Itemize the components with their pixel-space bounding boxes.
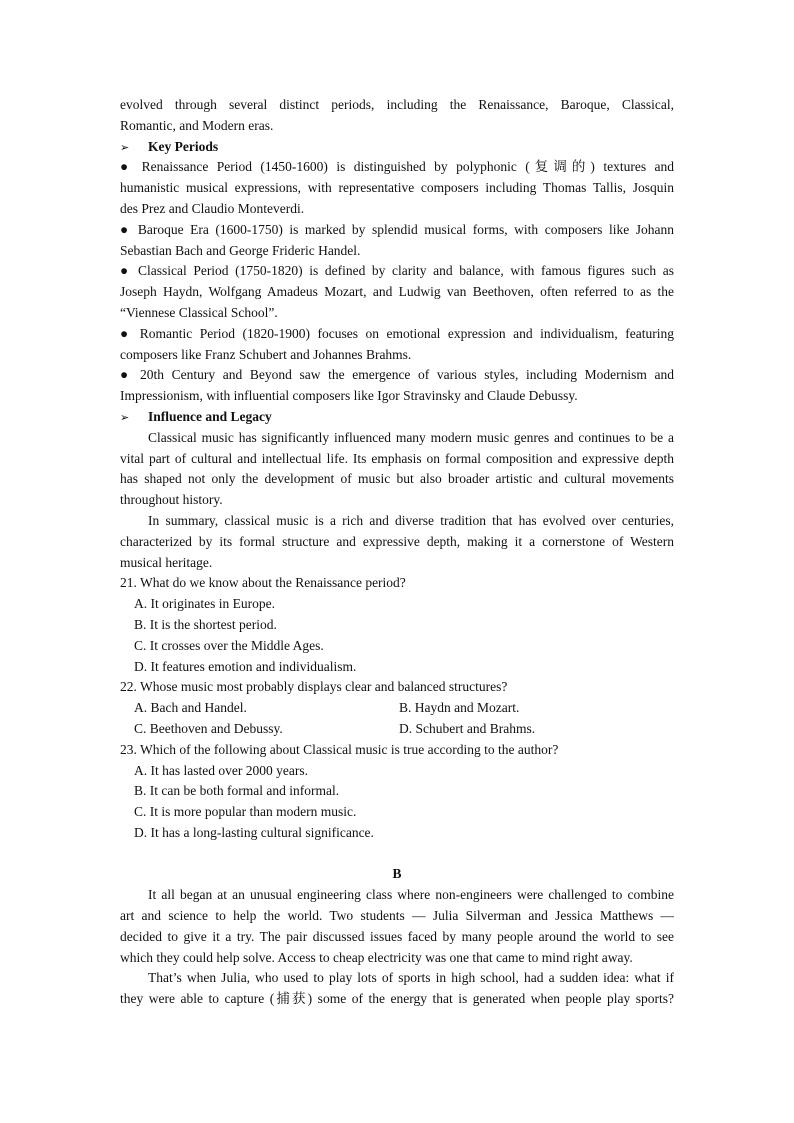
period-baroque-line: ● Baroque Era (1600-1750) is marked by splendid musical forms, with composers like Johann [120,221,674,237]
summary-paragraph-line: characterized by its formal structure and expressive depth, making it a cornerstone of Western [120,533,674,549]
period-baroque-line: Sebastian Bach and George Frideric Handel. [120,242,361,258]
period-classical-line: “Viennese Classical School”. [120,304,278,320]
arrow-marker-icon: ➢ [120,140,130,154]
period-20th-century-line: Impressionism, with influential composers like Igor Stravinsky and Claude Debussy. [120,388,578,404]
influence-paragraph-line: throughout history. [120,492,223,508]
period-romantic-line: composers like Franz Schubert and Johannes Brahms. [120,346,412,362]
question-21-option-b: B. It is the shortest period. [134,616,277,632]
question-23-option-d: D. It has a long-lasting cultural significance. [134,824,374,840]
period-renaissance-line: humanistic musical expressions, with representative composers including Thomas Tallis, Josquin [120,180,674,196]
influence-paragraph-line: has shaped not only the development of music but also broader artistic and cultural movements [120,471,674,487]
summary-paragraph-line: musical heritage. [120,554,213,570]
question-23-option-a: A. It has lasted over 2000 years. [134,762,308,778]
period-classical-line: Joseph Haydn, Wolfgang Amadeus Mozart, and Ludwig van Beethoven, often referred to as the [120,284,674,300]
influence-paragraph-line: Classical music has significantly influenced many modern music genres and continues to be a [148,429,674,445]
key-periods-heading-text: Key Periods [148,138,219,154]
passage-b-paragraph-line: which they could help solve. Access to cheap electricity was one that came to mind right away. [120,949,633,965]
arrow-marker-icon: ➢ [120,410,130,424]
passage-a-intro-line: evolved through several distinct periods, including the Renaissance, Baroque, Classical, [120,97,674,112]
question-22-option-a: A. Bach and Handel. [134,700,247,716]
spacer [120,844,674,865]
passage-a-intro-line: Romantic, and Modern eras. [120,117,274,133]
key-periods-heading [120,137,674,158]
question-21-stem: 21. What do we know about the Renaissance period? [120,575,406,591]
question-22-stem: 22. Whose music most probably displays clear and balanced structures? [120,679,508,695]
influence-paragraph-line: vital part of cultural and intellectual life. Its emphasis on formal composition and expressive depth [120,450,674,466]
question-21-option-a: A. It originates in Europe. [134,596,275,612]
period-renaissance-line: ● Renaissance Period (1450-1600) is distinguished by polyphonic (复调的) textures and [120,159,674,175]
question-23-option-c: C. It is more popular than modern music. [134,804,357,820]
influence-heading [120,407,674,428]
question-22-option-c: C. Beethoven and Debussy. [134,720,283,736]
passage-b-label: B [392,866,402,882]
period-romantic-line: ● Romantic Period (1820-1900) focuses on emotional expression and individualism, featuring [120,325,674,341]
passage-b-paragraph-line: That’s when Julia, who used to play lots of sports in high school, had a sudden idea: what if [148,970,674,986]
question-22-option-b: B. Haydn and Mozart. [399,700,520,716]
period-renaissance-line: des Prez and Claudio Monteverdi. [120,200,305,216]
question-22-option-d: D. Schubert and Brahms. [399,720,536,736]
document-page [120,95,674,1010]
passage-b-paragraph-line: decided to give it a try. The pair discussed issues faced by many people around the world to see [120,928,674,944]
period-20th-century-line: ● 20th Century and Beyond saw the emergence of various styles, including Modernism and [120,367,674,383]
passage-b-paragraph-line: they were able to capture (捕获) some of the energy that is generated when people play sports? [120,991,674,1007]
question-22-options-row [120,698,674,719]
influence-heading-text: Influence and Legacy [148,408,272,424]
summary-paragraph-line: In summary, classical music is a rich and diverse tradition that has evolved over centuries, [148,512,674,528]
question-21-option-c: C. It crosses over the Middle Ages. [134,637,324,653]
question-22-options-row [120,719,674,740]
question-23-stem: 23. Which of the following about Classical music is true according to the author? [120,741,559,757]
period-classical-line: ● Classical Period (1750-1820) is defined by clarity and balance, with famous figures such as [120,263,674,279]
passage-b-paragraph-line: art and science to help the world. Two students — Julia Silverman and Jessica Matthews — [120,908,674,924]
question-21-option-d: D. It features emotion and individualism. [134,658,357,674]
question-23-option-b: B. It can be both formal and informal. [134,783,340,799]
passage-b-paragraph-line: It all began at an unusual engineering class where non-engineers were challenged to combine [148,887,674,903]
